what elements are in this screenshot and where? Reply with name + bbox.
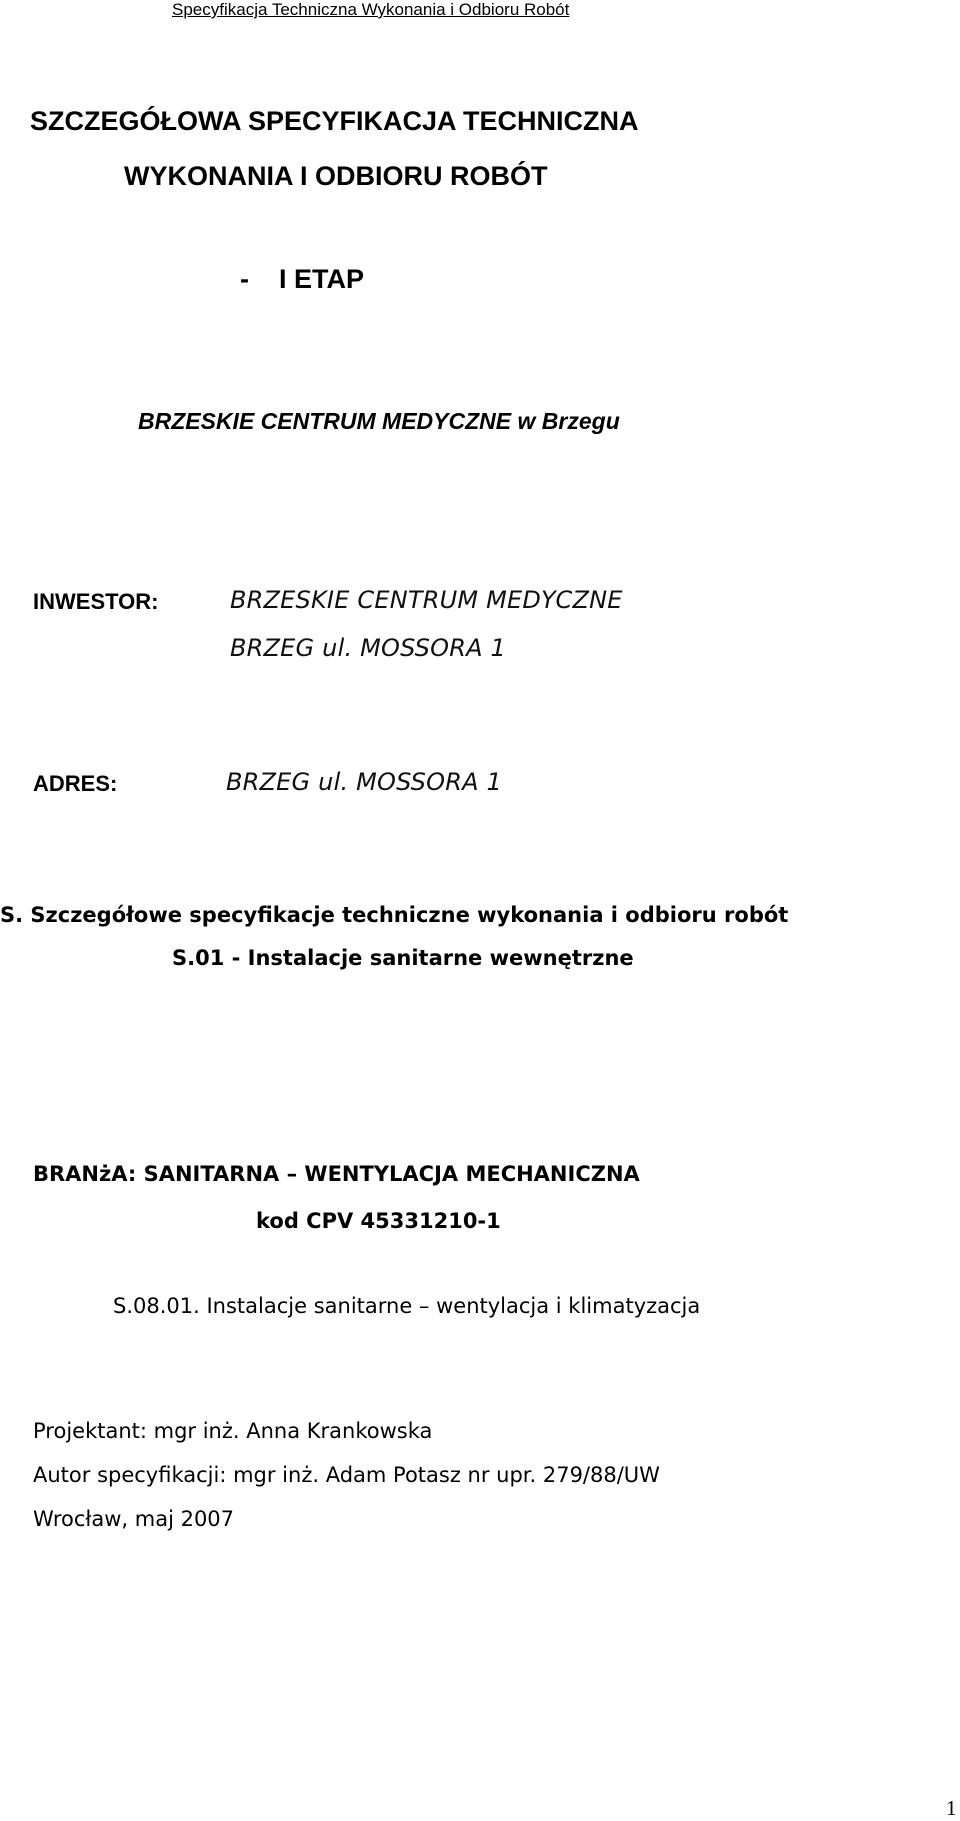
facility-name: BRZESKIE CENTRUM MEDYCZNE w Brzegu: [138, 408, 620, 434]
stage-label: I ETAP: [279, 264, 365, 294]
place-date: Wrocław, maj 2007: [33, 1507, 235, 1531]
address-value: BRZEG ul. MOSSORA 1: [226, 768, 503, 796]
stage-dash: -: [240, 264, 249, 294]
branch-line: BRANżA: SANITARNA – WENTYLACJA MECHANICZNA: [33, 1162, 640, 1186]
investor-name: BRZESKIE CENTRUM MEDYCZNE: [230, 586, 623, 614]
investor-label: INWESTOR:: [33, 589, 159, 614]
author-credit: Autor specyfikacji: mgr inż. Adam Potasz nr upr. 279/88/UW: [33, 1463, 660, 1487]
document-title-line1: SZCZEGÓŁOWA SPECYFIKACJA TECHNICZNA: [30, 106, 639, 136]
running-header: Specyfikacja Techniczna Wykonania i Odbioru Robót: [172, 0, 570, 19]
section-title: S.08.01. Instalacje sanitarne – wentylacja i klimatyzacja: [113, 1294, 701, 1318]
investor-address: BRZEG ul. MOSSORA 1: [230, 634, 507, 662]
spec-main-title: S. Szczegółowe specyfikacje techniczne wykonania i odbioru robót: [0, 903, 789, 927]
document-title-line2: WYKONANIA I ODBIORU ROBÓT: [124, 161, 548, 191]
address-label: ADRES:: [33, 771, 118, 796]
spec-subtitle: S.01 - Instalacje sanitarne wewnętrzne: [172, 946, 634, 970]
cpv-code: kod CPV 45331210-1: [256, 1209, 501, 1233]
page-number: 1: [946, 1796, 957, 1820]
stage-heading: [240, 264, 364, 295]
designer-credit: Projektant: mgr inż. Anna Krankowska: [33, 1419, 433, 1443]
